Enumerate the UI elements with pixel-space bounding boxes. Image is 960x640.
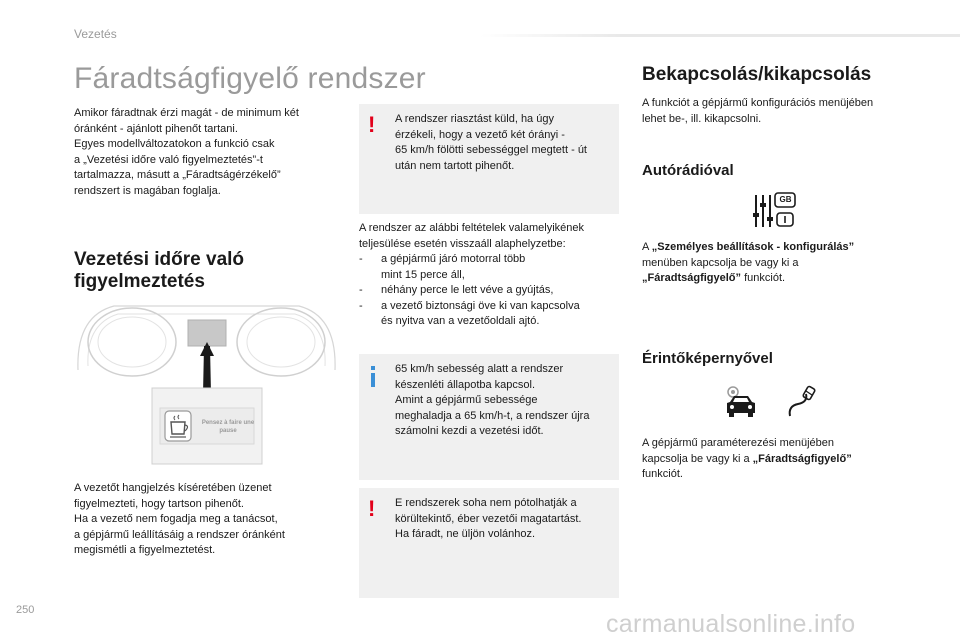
radio-line-2: menüben kapcsolja be vagy ki a xyxy=(642,256,799,269)
alert-line: a gépjármű leállításáig a rendszer óránként xyxy=(74,528,285,541)
list-item-line: a vezető biztonsági öve ki van kapcsolva xyxy=(381,299,580,312)
list-item-line: a gépjármű járó motorral több xyxy=(381,253,526,265)
list-item xyxy=(359,299,621,330)
text-span: kapcsolja be vagy ki a xyxy=(642,452,753,465)
list-dash: - xyxy=(359,284,363,296)
list-item-line: mint 15 perce áll, xyxy=(381,268,465,281)
alert-description xyxy=(74,481,344,559)
driving-time-heading xyxy=(74,249,344,293)
list-dash: - xyxy=(359,299,363,312)
activation-intro xyxy=(642,96,912,127)
list-item-text xyxy=(381,252,525,283)
warning-line: A rendszer riasztást küld, ha úgy xyxy=(395,113,554,125)
warning-text xyxy=(395,112,617,174)
text-span: A xyxy=(642,241,652,253)
alert-line: figyelmezteti, hogy tartson pihenőt. xyxy=(74,497,244,510)
activation-intro-line: A funkciót a gépjármű konfigurációs menüjében xyxy=(642,97,874,109)
info-line: készenléti állapotba kapcsol. xyxy=(395,378,536,391)
section-label: Vezetés xyxy=(74,27,117,41)
list-item xyxy=(359,283,621,299)
reset-conditions xyxy=(359,221,621,330)
activation-heading: Bekapcsolás/kikapcsolás xyxy=(642,64,872,85)
list-dash: - xyxy=(359,253,363,265)
watermark: carmanualsonline.info xyxy=(606,610,856,638)
dashboard-message-line: Pensez à faire une xyxy=(201,420,255,426)
header-divider xyxy=(480,34,960,37)
touch-line-3: funkciót. xyxy=(642,468,683,480)
warning-line: érzékeli, hogy a vezető két órányi - xyxy=(395,128,565,141)
warning-box-alert xyxy=(359,104,619,214)
list-item xyxy=(359,252,621,283)
intro-line: óránként - ajánlott pihenőt tartani. xyxy=(74,122,238,135)
warning-line: Ha fáradt, ne üljön volánhoz. xyxy=(395,528,536,540)
list-item-line: néhány perce le lett véve a gyújtás, xyxy=(381,284,554,296)
info-line: számolni kezdi a vezetési időt. xyxy=(395,425,544,437)
car-settings-icon xyxy=(722,384,760,420)
warning-line: körültekintő, éber vezetői magatartást. xyxy=(395,512,582,525)
intro-line: tartalmazza, másutt a „Fáradtságérzékelő” xyxy=(74,169,281,181)
dashboard-message xyxy=(195,419,261,435)
list-item-line: és nyitva van a vezetőoldali ajtó. xyxy=(381,315,540,327)
warning-text xyxy=(395,496,617,543)
info-icon xyxy=(371,373,375,387)
warning-icon: ! xyxy=(368,112,376,137)
radio-heading: Autórádióval xyxy=(642,162,734,179)
touchscreen-instructions xyxy=(642,436,922,483)
warning-line: után nem tartott pihenőt. xyxy=(395,159,515,172)
touch-line-1: A gépjármű paraméterezési menüjében xyxy=(642,437,835,449)
touch-line-2 xyxy=(642,452,922,468)
intro-line: Amikor fáradtnak érzi magát - de minimum két xyxy=(74,107,299,119)
reset-intro-line: A rendszer az alábbi feltételek valamelyikének xyxy=(359,222,585,234)
function-name: „Fáradtságfigyelő” xyxy=(642,272,742,284)
intro-line: rendszert is magában foglalja. xyxy=(74,184,221,197)
function-name: „Fáradtságfigyelő” xyxy=(752,452,852,465)
warning-line: 65 km/h fölötti sebességgel megtett - út xyxy=(395,144,587,156)
warning-line: E rendszerek soha nem pótolhatják a xyxy=(395,497,577,509)
menu-name: „Személyes beállítások - konfigurálás” xyxy=(651,241,855,253)
radio-line-1 xyxy=(642,240,922,256)
touchscreen-heading: Érintőképernyővel xyxy=(642,350,773,367)
alert-line: Ha a vezető nem fogadja meg a tanácsot, xyxy=(74,513,278,525)
reset-intro-line: teljesülése esetén visszaáll alaphelyzetbe: xyxy=(359,237,566,250)
warning-box-safety xyxy=(359,488,619,598)
alert-line: megismétli a figyelmeztetést. xyxy=(74,544,216,556)
radio-line-3 xyxy=(642,271,922,287)
info-text xyxy=(395,362,617,440)
heading-line: figyelmeztetés xyxy=(74,271,205,292)
radio-instructions xyxy=(642,240,922,287)
intro-line: a „Vezetési időre való figyelmeztetés”-t xyxy=(74,153,263,166)
steering-assist-icon xyxy=(786,384,820,420)
info-line: meghaladja a 65 km/h-t, a rendszer újra xyxy=(395,409,590,422)
info-box xyxy=(359,354,619,480)
instrument-cluster-image xyxy=(74,298,339,468)
page-number: 250 xyxy=(16,604,35,616)
activation-intro-line: lehet be-, ill. kikapcsolni. xyxy=(642,112,762,125)
alert-line: A vezetőt hangjelzés kíséretében üzenet xyxy=(74,482,272,494)
info-line: Amint a gépjármű sebessége xyxy=(395,394,538,406)
intro-line: Egyes modellváltozatokon a funkció csak xyxy=(74,138,275,150)
heading-line: Vezetési időre való xyxy=(74,249,245,270)
warning-icon: ! xyxy=(368,496,376,521)
text-span: funkciót. xyxy=(741,272,786,284)
intro-paragraph xyxy=(74,106,344,199)
list-item-text xyxy=(381,299,580,330)
dashboard-illustration xyxy=(74,298,339,468)
list-item-text xyxy=(381,283,553,299)
dashboard-message-line: pause xyxy=(219,428,237,434)
page-title: Fáradtságfigyelő rendszer xyxy=(74,62,426,95)
info-icon-dot xyxy=(371,366,375,370)
language-badge: GB xyxy=(779,195,792,204)
info-line: 65 km/h sebesség alatt a rendszer xyxy=(395,363,564,375)
settings-sliders-icon xyxy=(752,191,798,231)
